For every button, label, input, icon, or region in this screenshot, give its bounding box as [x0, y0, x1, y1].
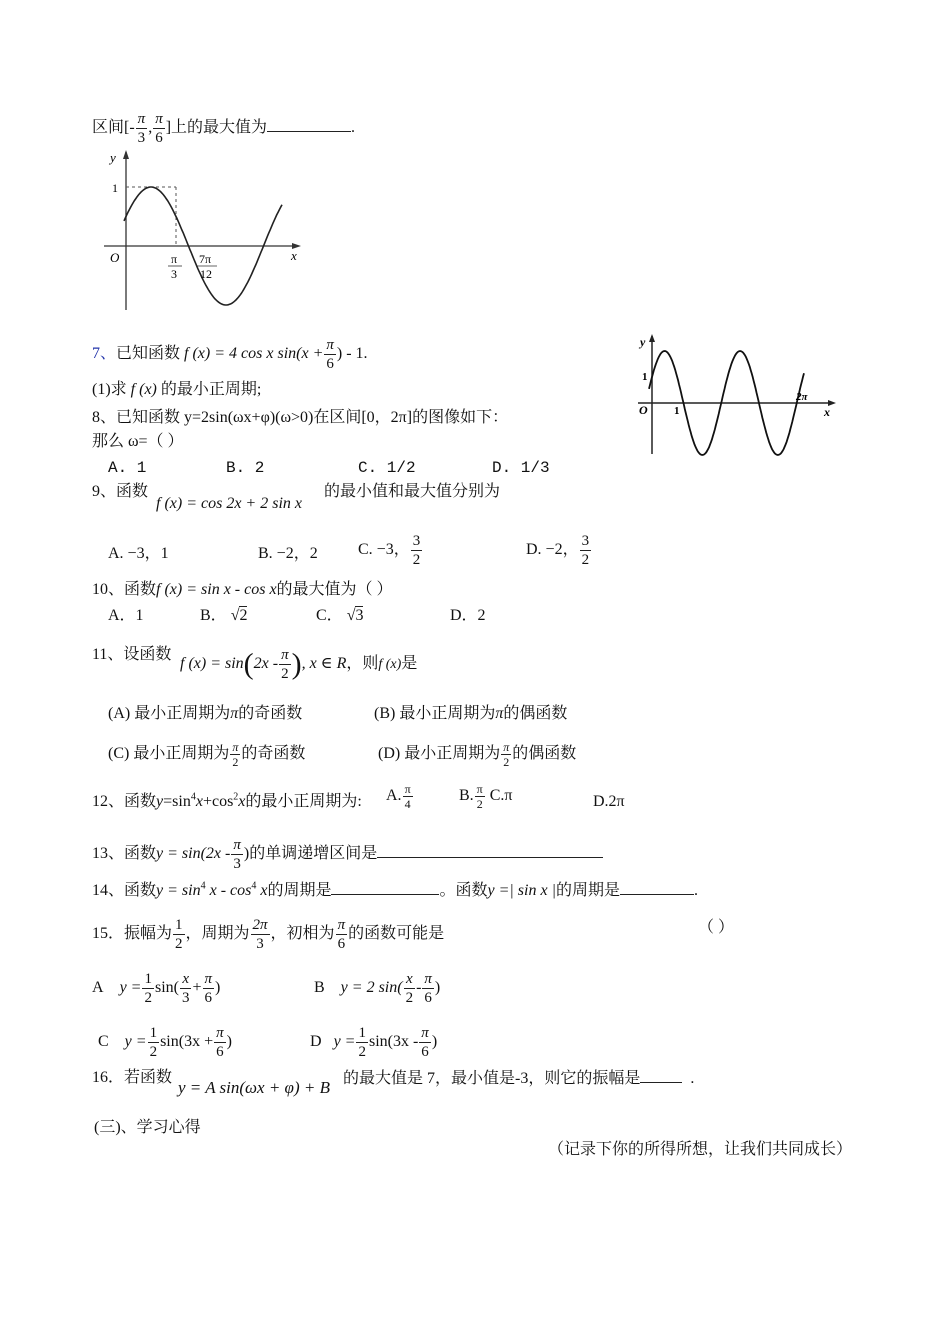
option-a: A. 1: [108, 459, 147, 477]
answer-blank: [267, 117, 351, 132]
question-11-option-d: (D) 最小正周期为 $\frac{\pi}{2}$ 的偶函数: [378, 740, 577, 769]
question-10-option-c: C． √3: [316, 607, 364, 624]
question-7: 7、已知函数 f (x) = 4 cos x sin(x + $\frac{\pi}{6}$ ) - 1.: [92, 337, 368, 372]
q6-interval-line: 区间[- $\frac{\pi}{3}$ , $\frac{\pi}{6}$ ]上的最大值为 .: [92, 111, 356, 146]
x-tick-1-num: π: [171, 252, 178, 266]
answer-blank: [640, 1068, 682, 1083]
question-15-answer-paren: （ ）: [698, 919, 735, 936]
question-12-option-d: D.2π: [593, 793, 625, 810]
question-14: 14、函数$y = \sin^4 x - \cos^4 x$的周期是 。函数y =| sin x |的周期是 .: [92, 880, 698, 899]
question-15: 15．振幅为 $\frac{1}{2}$ ，周期为 $\frac{2\pi}{3}$ ，初相为 $\frac{\pi}{6}$ 的函数可能是: [92, 917, 445, 952]
question-16-label: 16．若函数: [92, 1069, 173, 1086]
question-8: 8、已知函数 y=2sin(ωx+φ)(ω>0)在区间[0，2π]的图像如下：: [92, 409, 509, 426]
y-axis-label: y: [110, 150, 116, 165]
section-title: (三)、学习心得: [94, 1119, 201, 1136]
y-tick-label: 1: [112, 181, 118, 195]
sine-graph-2: [636, 334, 842, 458]
question-8-line-2: 那么 ω=（ ）: [92, 433, 184, 450]
question-12-option-a: A. $\frac{\pi}{4}$: [386, 782, 411, 811]
question-15-option-d: D y = $\frac{1}{2}$ sin(3x - $\frac{\pi}{6}$ ): [310, 1025, 438, 1060]
question-10-option-b: B． √2: [200, 607, 248, 624]
question-11-option-c: (C) 最小正周期为 $\frac{\pi}{2}$ 的奇函数: [108, 740, 306, 769]
question-11-option-a: (A) 最小正周期为π的奇函数: [108, 705, 303, 722]
question-9-option-a: A. −3，1: [108, 545, 169, 562]
question-9-formula: f (x) = cos 2x + 2 sin x: [156, 495, 302, 512]
x-tick-1: 1: [674, 405, 680, 417]
answer-blank-1: [331, 880, 439, 895]
question-9-label: 9、函数: [92, 483, 149, 500]
x-axis-label: x: [291, 248, 297, 263]
question-9-option-b: B. −2，2: [258, 545, 318, 562]
origin-label: O: [639, 403, 648, 417]
origin-label: O: [110, 250, 120, 265]
question-10-option-a: A．1: [108, 607, 144, 624]
y-axis-label: y: [640, 335, 646, 349]
question-9-option-c: C. −3， $\frac{3}{2}$: [358, 533, 421, 568]
y-tick-label: 1: [642, 371, 648, 383]
question-13: 13、函数y = sin(2x - $\frac{\pi}{3}$ )的单调递增区间是: [92, 836, 603, 873]
option-d: D. 1/3: [492, 459, 550, 477]
question-10: 10、函数f (x) = sin x - cos x的最大值为（ ）: [92, 581, 393, 598]
question-11-option-b: (B) 最小正周期为π的偶函数: [374, 705, 568, 722]
question-11-formula: f (x) = sin(2x - $\frac{\pi}{2}$ ), x ∈ R，则f (x)是: [180, 647, 418, 682]
option-b: B. 2: [226, 459, 265, 477]
x-tick-2-num: 7π: [199, 252, 212, 266]
section-note: （记录下你的所得所想，让我们共同成长）: [548, 1141, 853, 1158]
question-15-option-c: C y = $\frac{1}{2}$ sin(3x + $\frac{\pi}{6}$ ): [98, 1025, 232, 1060]
question-10-option-d: D．2: [450, 607, 486, 624]
x-tick-2: 2π: [796, 391, 808, 403]
question-15-option-b: B y = 2 sin( $\frac{x}{2}$ - $\frac{\pi}{6}$ ): [314, 971, 441, 1006]
question-12-option-b: B. $\frac{\pi}{2}$ C.π: [459, 782, 513, 811]
x-tick-2-den: 12: [200, 267, 212, 281]
option-c: C. 1/2: [358, 459, 416, 477]
x-axis-label: x: [824, 405, 830, 419]
question-9-text: 的最小值和最大值分别为: [324, 483, 501, 500]
question-12: 12、函数$y=\sin^4x+\cos^2x$的最小正周期为:: [92, 791, 362, 810]
question-16-formula: y = A sin(ωx + φ) + B: [178, 1078, 330, 1097]
x-tick-1-den: 3: [171, 267, 177, 281]
question-15-option-a: A y = $\frac{1}{2}$ sin( $\frac{x}{3}$ + $\frac{\pi}{6}$ ): [92, 971, 221, 1006]
question-9-option-d: D. −2， $\frac{3}{2}$: [526, 533, 590, 568]
sine-graph-1: [96, 150, 306, 318]
question-7-part-1: (1)求 f (x) 的最小正周期;: [92, 381, 262, 398]
answer-blank-2: [620, 880, 694, 895]
question-16-text: 的最大值是 7，最小值是-3，则它的振幅是 .: [343, 1070, 695, 1087]
question-11-label: 11、设函数: [92, 646, 172, 663]
answer-blank: [377, 843, 603, 858]
